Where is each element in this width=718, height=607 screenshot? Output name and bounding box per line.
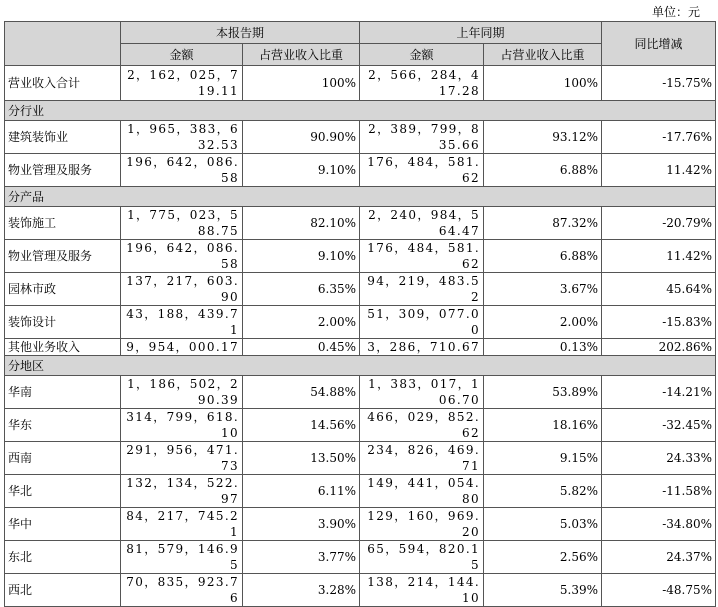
table-row — [5, 121, 716, 154]
yoy-change: 24.37% — [602, 541, 716, 574]
current-share: 9.10% — [243, 240, 360, 273]
current-share: 90.90% — [243, 121, 360, 154]
table-row — [5, 541, 716, 574]
current-amount: 137，217，603.90 — [121, 273, 243, 306]
yoy-change: -34.80% — [602, 508, 716, 541]
unit-label: 单位：元 — [651, 5, 700, 19]
current-amount: 1，186，502，290.39 — [121, 376, 243, 409]
prior-share: 3.67% — [484, 273, 602, 306]
prior-share: 5.39% — [484, 574, 602, 607]
current-share: 13.50% — [243, 442, 360, 475]
current-share: 54.88% — [243, 376, 360, 409]
section-title: 分地区 — [5, 356, 716, 376]
prior-share: 0.13% — [484, 339, 602, 356]
table-row — [5, 475, 716, 508]
yoy-change: 11.42% — [602, 154, 716, 187]
current-share: 3.77% — [243, 541, 360, 574]
prior-share: 5.03% — [484, 508, 602, 541]
current-share: 6.11% — [243, 475, 360, 508]
prior-amount: 176，484，581.62 — [360, 154, 484, 187]
yoy-change: -14.21% — [602, 376, 716, 409]
header-share-current: 占营业收入比重 — [243, 44, 360, 66]
section-row — [5, 356, 716, 376]
table-row — [5, 376, 716, 409]
header-share-prior: 占营业收入比重 — [484, 44, 602, 66]
table-row — [5, 339, 716, 356]
row-label: 华南 — [5, 376, 121, 409]
header-amount-current: 金额 — [121, 44, 243, 66]
current-amount: 132，134，522.97 — [121, 475, 243, 508]
prior-share: 5.82% — [484, 475, 602, 508]
prior-amount: 51，309，077.00 — [360, 306, 484, 339]
current-amount: 1，965，383，632.53 — [121, 121, 243, 154]
section-title: 分产品 — [5, 187, 716, 207]
prior-amount: 2，389，799，835.66 — [360, 121, 484, 154]
revenue-breakdown-table — [4, 21, 716, 607]
prior-share: 6.88% — [484, 154, 602, 187]
table-row — [5, 442, 716, 475]
current-share: 6.35% — [243, 273, 360, 306]
current-amount: 84，217，745.21 — [121, 508, 243, 541]
prior-share: 93.12% — [484, 121, 602, 154]
prior-amount: 3，286，710.67 — [360, 339, 484, 356]
prior-amount: 466，029，852.62 — [360, 409, 484, 442]
yoy-change: 11.42% — [602, 240, 716, 273]
row-label: 东北 — [5, 541, 121, 574]
prior-amount: 138，214，144.10 — [360, 574, 484, 607]
current-share: 0.45% — [243, 339, 360, 356]
current-amount: 196，642，086.58 — [121, 154, 243, 187]
header-row-top — [5, 22, 716, 44]
header-corner-cell — [5, 22, 121, 66]
section-title: 分行业 — [5, 101, 716, 121]
row-label: 华中 — [5, 508, 121, 541]
section-row — [5, 187, 716, 207]
current-share: 9.10% — [243, 154, 360, 187]
row-label: 西北 — [5, 574, 121, 607]
row-label: 装饰设计 — [5, 306, 121, 339]
yoy-change: 24.33% — [602, 442, 716, 475]
section-row — [5, 101, 716, 121]
yoy-change: 45.64% — [602, 273, 716, 306]
current-share: 2.00% — [243, 306, 360, 339]
row-label: 西南 — [5, 442, 121, 475]
prior-amount: 65，594，820.15 — [360, 541, 484, 574]
current-amount: 291，956，471.73 — [121, 442, 243, 475]
table-row — [5, 273, 716, 306]
current-amount: 314，799，618.10 — [121, 409, 243, 442]
table-row — [5, 154, 716, 187]
yoy-change: -48.75% — [602, 574, 716, 607]
total-row — [5, 66, 716, 101]
row-label: 园林市政 — [5, 273, 121, 306]
row-label: 华北 — [5, 475, 121, 508]
prior-amount: 149，441，054.80 — [360, 475, 484, 508]
prior-amount: 1，383，017，106.70 — [360, 376, 484, 409]
row-label: 营业收入合计 — [5, 66, 121, 101]
prior-amount: 129，160，969.20 — [360, 508, 484, 541]
current-share: 82.10% — [243, 207, 360, 240]
row-label: 其他业务收入 — [5, 339, 121, 356]
prior-amount: 234，826，469.71 — [360, 442, 484, 475]
prior-share: 53.89% — [484, 376, 602, 409]
prior-share: 2.56% — [484, 541, 602, 574]
current-share: 3.90% — [243, 508, 360, 541]
header-yoy-change: 同比增减 — [602, 22, 716, 66]
table-row — [5, 409, 716, 442]
prior-share: 100% — [484, 66, 602, 101]
header-prior-period: 上年同期 — [360, 22, 602, 44]
header-current-period: 本报告期 — [121, 22, 360, 44]
prior-share: 2.00% — [484, 306, 602, 339]
yoy-change: 202.86% — [602, 339, 716, 356]
prior-share: 9.15% — [484, 442, 602, 475]
prior-amount: 176，484，581.62 — [360, 240, 484, 273]
current-amount: 9，954，000.17 — [121, 339, 243, 356]
prior-share: 87.32% — [484, 207, 602, 240]
row-label: 装饰施工 — [5, 207, 121, 240]
prior-share: 18.16% — [484, 409, 602, 442]
row-label: 物业管理及服务 — [5, 240, 121, 273]
current-amount: 2，162，025，719.11 — [121, 66, 243, 101]
row-label: 建筑装饰业 — [5, 121, 121, 154]
current-share: 14.56% — [243, 409, 360, 442]
yoy-change: -15.83% — [602, 306, 716, 339]
table-row — [5, 574, 716, 607]
header-amount-prior: 金额 — [360, 44, 484, 66]
prior-amount: 2，566，284，417.28 — [360, 66, 484, 101]
yoy-change: -32.45% — [602, 409, 716, 442]
yoy-change: -20.79% — [602, 207, 716, 240]
prior-amount: 94，219，483.52 — [360, 273, 484, 306]
row-label: 物业管理及服务 — [5, 154, 121, 187]
current-amount: 196，642，086.58 — [121, 240, 243, 273]
prior-share: 6.88% — [484, 240, 602, 273]
table-row — [5, 306, 716, 339]
current-share: 3.28% — [243, 574, 360, 607]
table-row — [5, 207, 716, 240]
current-amount: 70，835，923.76 — [121, 574, 243, 607]
prior-amount: 2，240，984，564.47 — [360, 207, 484, 240]
row-label: 华东 — [5, 409, 121, 442]
yoy-change: -15.75% — [602, 66, 716, 101]
table-row — [5, 508, 716, 541]
yoy-change: -17.76% — [602, 121, 716, 154]
current-share: 100% — [243, 66, 360, 101]
current-amount: 81，579，146.95 — [121, 541, 243, 574]
current-amount: 43，188，439.71 — [121, 306, 243, 339]
current-amount: 1，775，023，588.75 — [121, 207, 243, 240]
yoy-change: -11.58% — [602, 475, 716, 508]
table-row — [5, 240, 716, 273]
